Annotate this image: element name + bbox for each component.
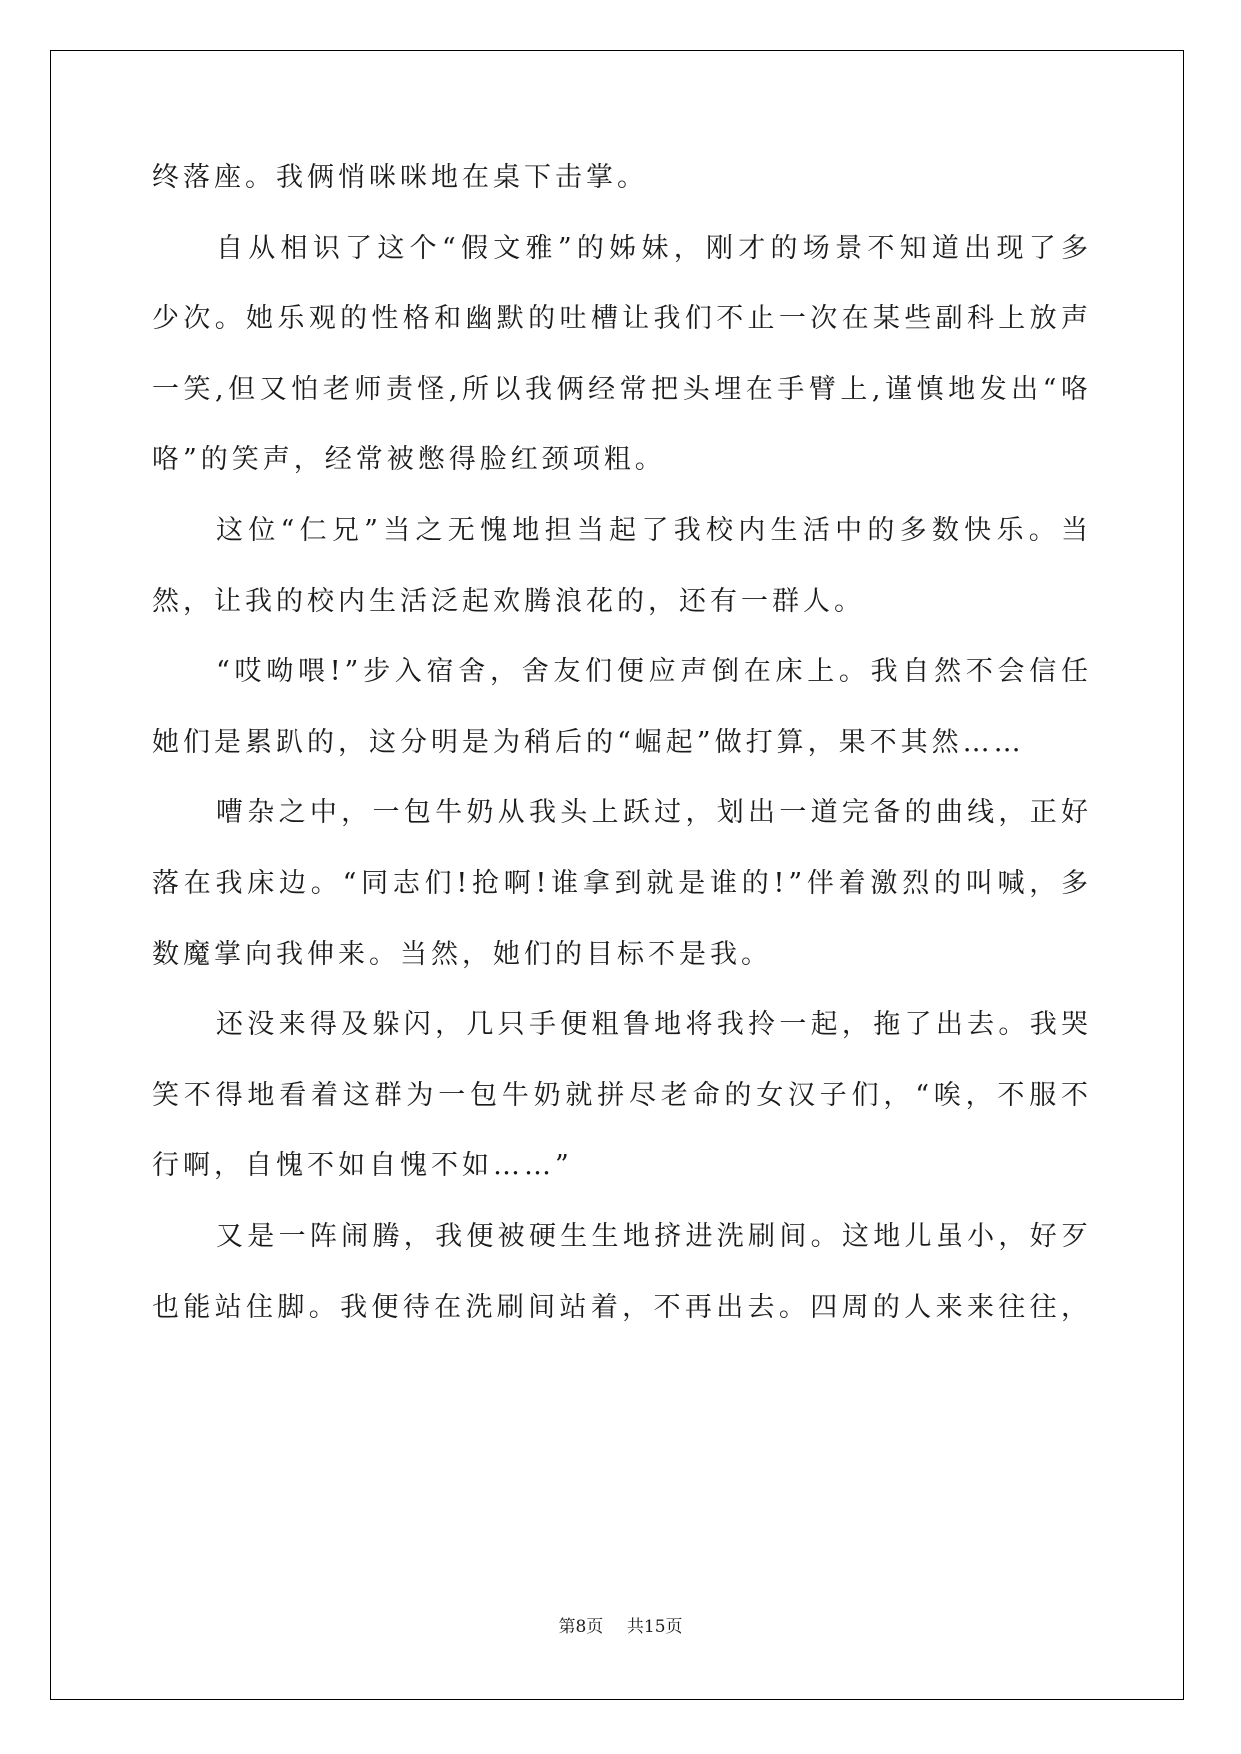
text-line: 嘈杂之中，一包牛奶从我头上跃过，划出一道完备的曲线，正好: [216, 797, 1092, 829]
text-line: 还没来得及躲闪，几只手便粗鲁地将我拎一起，拖了出去。我哭: [216, 1009, 1092, 1041]
text-line: 咯”的笑声，经常被憋得脸红颈项粗。: [152, 444, 666, 476]
text-line: 也能站住脚。我便待在洗刷间站着，不再出去。四周的人来来往往，: [152, 1291, 1092, 1323]
text-line: 笑不得地看着这群为一包牛奶就拼尽老命的女汉子们，“唉，不服不: [152, 1079, 1092, 1111]
text-line: 终落座。我俩悄咪咪地在桌下击掌。: [152, 162, 648, 193]
page-number: 第8页: [558, 1617, 604, 1637]
text-line: 数魔掌向我伸来。当然，她们的目标不是我。: [152, 938, 772, 970]
text-line: 行啊，自愧不如自愧不如……”: [152, 1150, 573, 1182]
page-footer: [0, 1612, 1241, 1637]
text-line: 少次。她乐观的性格和幽默的吐槽让我们不止一次在某些副科上放声: [152, 303, 1092, 335]
text-line: 自从相识了这个“假文雅”的姊妹，刚才的场景不知道出现了多: [216, 232, 1092, 264]
text-line: 又是一阵闹腾，我便被硬生生地挤进洗刷间。这地儿虽小，好歹: [216, 1221, 1092, 1252]
text-line: 一笑,但又怕老师责怪,所以我俩经常把头埋在手臂上,谨慎地发出“咯: [152, 373, 1092, 405]
page-total: 共15页: [626, 1617, 683, 1637]
text-line: “哎呦喂!”步入宿舍，舍友们便应声倒在床上。我自然不会信任: [216, 656, 1092, 688]
text-line: 这位“仁兄”当之无愧地担当起了我校内生活中的多数快乐。当: [216, 515, 1092, 546]
text-line: 落在我床边。“同志们!抢啊!谁拿到就是谁的!”伴着激烈的叫喊，多: [152, 868, 1092, 899]
text-line: 然，让我的校内生活泛起欢腾浪花的，还有一群人。: [152, 585, 865, 617]
text-line: 她们是累趴的，这分明是为稍后的“崛起”做打算，果不其然……: [152, 726, 1025, 758]
